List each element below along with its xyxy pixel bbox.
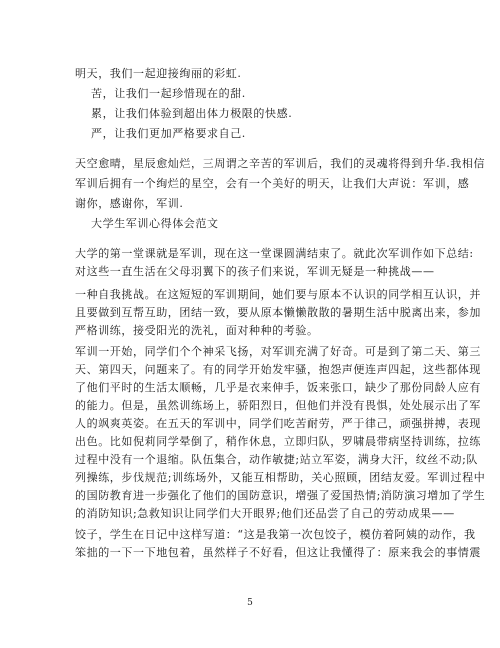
- text-line: 列操练，步伐规范;训练场外，又能互相帮助，关心照顾，团结友爱。军训过程中: [75, 471, 486, 484]
- text-line: 了他们平时的生活太顺畅，几乎是衣来伸手，饭来张口，缺少了那份同龄人应有: [75, 381, 481, 394]
- text-line: 的能力。但是，虽然训练场上，骄阳烈日，但他们并没有畏惧，处处展示出了军: [75, 399, 481, 412]
- page-number: 5: [247, 598, 253, 608]
- text-line: 的国防教育进一步强化了他们的国防意识，增强了爱国热情;消防演习增加了学生: [75, 489, 486, 502]
- text-line: 明天，我们一起迎接绚丽的彩虹.: [75, 67, 242, 80]
- text-line: 军训后拥有一个绚烂的星空，会有一个美好的明天，让我们大声说：军训，感: [75, 177, 470, 190]
- text-line: 军训一开始，同学们个个神采飞扬，对军训充满了好奇。可是到了第二天、第三: [75, 345, 481, 358]
- text-line: 大学的第一堂课就是军训，现在这一堂课圆满结束了。就此次军训作如下总结:: [75, 247, 474, 260]
- text-line: 出色。比如倪莉同学晕倒了，稍作休息，立即归队，罗啸晨带病坚持训练，拉练: [75, 435, 481, 448]
- text-line: 饺子，学生在日记中这样写道：“这是我第一次包饺子，模仿着阿姨的动作，我: [75, 528, 476, 541]
- text-line: 过程中没有一个退缩。队伍集合，动作敏捷;站立军姿，满身大汗，纹丝不动;队: [75, 453, 479, 466]
- text-line: 的消防知识;急救知识让同学们大开眼界;他们还品尝了自己的劳动成果——: [75, 507, 455, 520]
- text-line: 谢你，感谢你，军训.: [75, 197, 184, 210]
- text-line: 一种自我挑战。在这短短的军训期间，她们要与原本不认识的同学相互认识，并: [75, 288, 481, 301]
- text-line: 对这些一直生活在父母羽翼下的孩子们来说，军训无疑是一种挑战——: [75, 265, 435, 278]
- text-line: 苦，让我们一起珍惜现在的甜.: [91, 87, 246, 100]
- text-line: 人的飒爽英姿。在五天的军训中，同学们吃苦耐劳，严于律己，顽强拼搏，表现: [75, 417, 481, 430]
- text-line: 笨拙的一下一下地包着，虽然样子不好看，但这让我懂得了：原来我会的事情震: [75, 546, 481, 559]
- text-line: 累，让我们体验到超出体力极限的快感.: [91, 107, 293, 120]
- text-line: 且要做到互帮互助，团结一致，要从原本懒懒散散的暑期生活中脱离出来，参加: [75, 306, 481, 319]
- text-line: 天、第四天，问题来了。有的同学开始发牢骚，抱怨声便连声四起，这些都体现: [75, 363, 481, 376]
- text-line: 严，让我们更加严格要求自己.: [91, 127, 246, 140]
- section-title: 大学生军训心得体会范文: [91, 217, 219, 230]
- text-line: 严格训练，接受阳光的洗礼，面对种种的考验。: [75, 324, 319, 337]
- text-line: 天空愈晴，星辰愈灿烂，三周谓之辛苦的军训后，我们的灵魂将得到升华.我相信: [75, 157, 486, 170]
